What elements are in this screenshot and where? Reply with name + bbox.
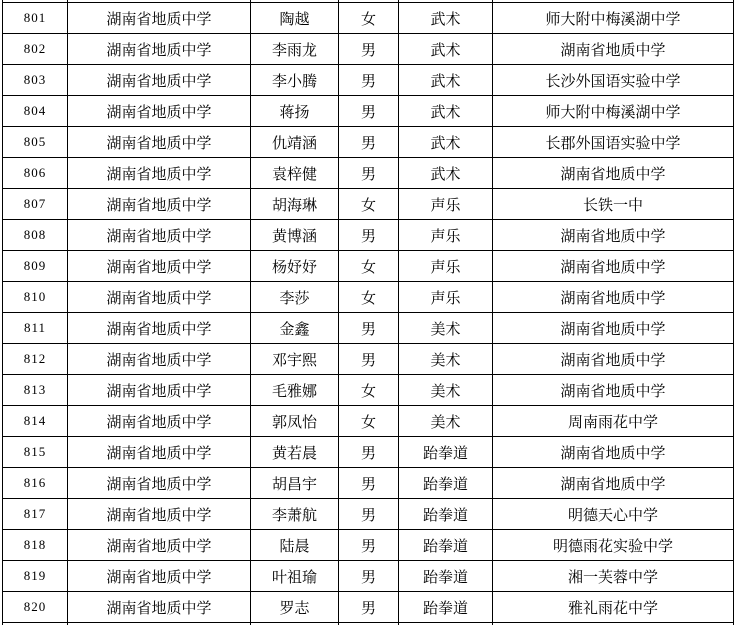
cell-school: 湖南省地质中学 [68, 437, 251, 468]
table-row [3, 499, 734, 530]
cell-school: 湖南省地质中学 [68, 468, 251, 499]
cell-admitted-school: 湖南省地质中学 [493, 437, 734, 468]
cell-student-number: 802 [3, 34, 68, 65]
cell-gender: 男 [339, 468, 399, 499]
cell-student-number: 810 [3, 282, 68, 313]
cell-gender: 男 [339, 65, 399, 96]
cell-student-number: 808 [3, 220, 68, 251]
cell-student-number: 814 [3, 406, 68, 437]
cell-specialty: 美术 [399, 375, 493, 406]
cell-admitted-school: 湖南省地质中学 [493, 251, 734, 282]
cell-student-name: 陶越 [251, 3, 339, 34]
cell-student-name: 李小腾 [251, 65, 339, 96]
cell-specialty: 声乐 [399, 282, 493, 313]
cell-specialty: 跆拳道 [399, 499, 493, 530]
cell-student-number: 817 [3, 499, 68, 530]
cell-admitted-school: 湖南省地质中学 [493, 468, 734, 499]
cell-admitted-school: 周南雨花中学 [493, 406, 734, 437]
cell-school: 湖南省地质中学 [68, 313, 251, 344]
cell-school: 湖南省地质中学 [68, 406, 251, 437]
cell-gender: 女 [339, 3, 399, 34]
table-row [3, 313, 734, 344]
cell-student-name: 李萧航 [251, 499, 339, 530]
cell-gender: 男 [339, 499, 399, 530]
cell-gender: 男 [339, 127, 399, 158]
cell-gender: 男 [339, 220, 399, 251]
table-row [3, 468, 734, 499]
cell-school: 湖南省地质中学 [68, 344, 251, 375]
cell-admitted-school: 湖南省地质中学 [493, 158, 734, 189]
table-body [3, 3, 734, 623]
cell-student-number: 816 [3, 468, 68, 499]
cell-student-name: 仇靖涵 [251, 127, 339, 158]
cell-gender: 男 [339, 437, 399, 468]
cell-school: 湖南省地质中学 [68, 561, 251, 592]
cell-student-number: 818 [3, 530, 68, 561]
cell-specialty: 美术 [399, 406, 493, 437]
cell-specialty: 美术 [399, 313, 493, 344]
cell-gender: 女 [339, 406, 399, 437]
cell-specialty: 美术 [399, 344, 493, 375]
cell-student-name: 陆晨 [251, 530, 339, 561]
cell-student-number: 803 [3, 65, 68, 96]
table-row [3, 220, 734, 251]
cell-specialty: 声乐 [399, 251, 493, 282]
cell-admitted-school: 湖南省地质中学 [493, 282, 734, 313]
cell-admitted-school: 长沙外国语实验中学 [493, 65, 734, 96]
table-row [3, 127, 734, 158]
cell-specialty: 声乐 [399, 220, 493, 251]
table-row [3, 65, 734, 96]
cell-student-number: 813 [3, 375, 68, 406]
cell-student-name: 胡海琳 [251, 189, 339, 220]
cell-gender: 男 [339, 313, 399, 344]
cell-student-number: 807 [3, 189, 68, 220]
cell-student-name: 袁梓健 [251, 158, 339, 189]
cell-student-name: 杨妤妤 [251, 251, 339, 282]
cell-school: 湖南省地质中学 [68, 127, 251, 158]
table-row [3, 96, 734, 127]
cell-admitted-school: 湖南省地质中学 [493, 313, 734, 344]
cell-admitted-school: 雅礼雨花中学 [493, 592, 734, 623]
cell-student-name: 毛雅娜 [251, 375, 339, 406]
cell-school: 湖南省地质中学 [68, 220, 251, 251]
cell-specialty: 跆拳道 [399, 437, 493, 468]
cell-student-name: 黄博涵 [251, 220, 339, 251]
table-row [3, 592, 734, 623]
student-roster-table [2, 0, 734, 625]
cell-specialty: 武术 [399, 96, 493, 127]
cell-admitted-school: 明德天心中学 [493, 499, 734, 530]
cell-gender: 男 [339, 34, 399, 65]
cell-student-number: 820 [3, 592, 68, 623]
cell-school: 湖南省地质中学 [68, 530, 251, 561]
table-row [3, 158, 734, 189]
cell-student-name: 黄若晨 [251, 437, 339, 468]
cell-school: 湖南省地质中学 [68, 375, 251, 406]
cell-specialty: 跆拳道 [399, 530, 493, 561]
cell-gender: 女 [339, 189, 399, 220]
cell-admitted-school: 湖南省地质中学 [493, 344, 734, 375]
cell-gender: 女 [339, 282, 399, 313]
cell-school: 湖南省地质中学 [68, 158, 251, 189]
cell-admitted-school: 师大附中梅溪湖中学 [493, 96, 734, 127]
cell-student-name: 邓宇熙 [251, 344, 339, 375]
cell-student-name: 蒋扬 [251, 96, 339, 127]
cell-gender: 男 [339, 158, 399, 189]
cell-gender: 男 [339, 592, 399, 623]
table-row [3, 34, 734, 65]
cell-school: 湖南省地质中学 [68, 189, 251, 220]
cell-school: 湖南省地质中学 [68, 592, 251, 623]
cell-school: 湖南省地质中学 [68, 65, 251, 96]
cell-specialty: 声乐 [399, 189, 493, 220]
cell-specialty: 武术 [399, 127, 493, 158]
cell-school: 湖南省地质中学 [68, 282, 251, 313]
table-row [3, 406, 734, 437]
cell-admitted-school: 湖南省地质中学 [493, 34, 734, 65]
cell-school: 湖南省地质中学 [68, 499, 251, 530]
cell-gender: 女 [339, 375, 399, 406]
table-row [3, 344, 734, 375]
cell-student-name: 叶祖瑜 [251, 561, 339, 592]
cell-admitted-school: 师大附中梅溪湖中学 [493, 3, 734, 34]
cell-student-name: 胡昌宇 [251, 468, 339, 499]
cell-student-name: 金鑫 [251, 313, 339, 344]
table-row [3, 251, 734, 282]
cell-admitted-school: 湘一芙蓉中学 [493, 561, 734, 592]
cell-specialty: 武术 [399, 158, 493, 189]
cell-specialty: 跆拳道 [399, 561, 493, 592]
cell-student-name: 李莎 [251, 282, 339, 313]
cell-specialty: 武术 [399, 65, 493, 96]
cell-student-number: 811 [3, 313, 68, 344]
table-row [3, 530, 734, 561]
cell-gender: 男 [339, 344, 399, 375]
table-row [3, 561, 734, 592]
cell-specialty: 跆拳道 [399, 592, 493, 623]
table-row [3, 375, 734, 406]
cell-gender: 女 [339, 251, 399, 282]
cell-student-name: 郭凤怡 [251, 406, 339, 437]
cell-gender: 男 [339, 96, 399, 127]
table-row [3, 189, 734, 220]
cell-school: 湖南省地质中学 [68, 34, 251, 65]
cell-student-name: 李雨龙 [251, 34, 339, 65]
cell-school: 湖南省地质中学 [68, 251, 251, 282]
cell-student-number: 815 [3, 437, 68, 468]
table-row [3, 3, 734, 34]
cell-gender: 男 [339, 530, 399, 561]
cell-admitted-school: 湖南省地质中学 [493, 220, 734, 251]
cell-student-number: 812 [3, 344, 68, 375]
cell-specialty: 武术 [399, 34, 493, 65]
cell-admitted-school: 湖南省地质中学 [493, 375, 734, 406]
cell-student-number: 806 [3, 158, 68, 189]
cell-admitted-school: 长郡外国语实验中学 [493, 127, 734, 158]
table-row [3, 282, 734, 313]
cell-admitted-school: 长铁一中 [493, 189, 734, 220]
cell-specialty: 武术 [399, 3, 493, 34]
cell-specialty: 跆拳道 [399, 468, 493, 499]
table-row [3, 437, 734, 468]
cell-student-number: 801 [3, 3, 68, 34]
cell-student-number: 804 [3, 96, 68, 127]
cell-student-number: 809 [3, 251, 68, 282]
cell-school: 湖南省地质中学 [68, 96, 251, 127]
cell-student-number: 819 [3, 561, 68, 592]
cell-student-name: 罗志 [251, 592, 339, 623]
cell-school: 湖南省地质中学 [68, 3, 251, 34]
cell-admitted-school: 明德雨花实验中学 [493, 530, 734, 561]
cell-student-number: 805 [3, 127, 68, 158]
cell-gender: 男 [339, 561, 399, 592]
